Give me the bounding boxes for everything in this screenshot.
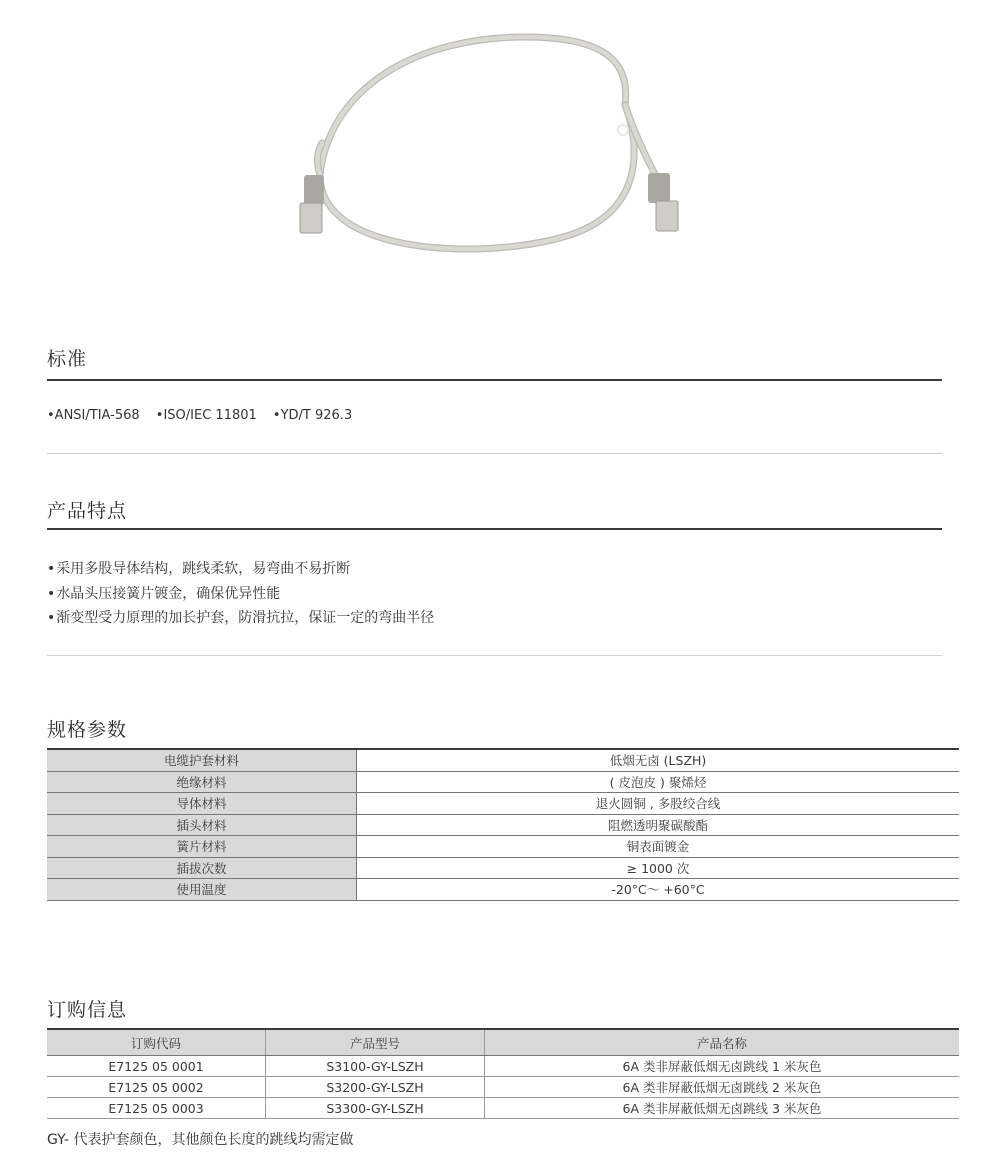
spec-value: ≥ 1000 次 [357, 857, 960, 879]
specs-table [47, 748, 959, 901]
product-model: S3300-GY-LSZH [266, 1098, 485, 1119]
product-model: S3200-GY-LSZH [266, 1077, 485, 1098]
spec-label: 簧片材料 [47, 836, 357, 858]
order-code: E7125 05 0001 [47, 1056, 266, 1077]
feature-item: • 渐变型受力原理的加长护套，防滑抗拉，保证一定的弯曲半径 [47, 606, 434, 631]
product-name: 6A 类非屏蔽低烟无卤跳线 3 米灰色 [485, 1098, 960, 1119]
product-name: 6A 类非屏蔽低烟无卤跳线 1 米灰色 [485, 1056, 960, 1077]
spec-value: 低烟无卤 (LSZH) [357, 749, 960, 771]
spec-label: 使用温度 [47, 879, 357, 901]
standards-divider [47, 379, 942, 381]
product-name: 6A 类非屏蔽低烟无卤跳线 2 米灰色 [485, 1077, 960, 1098]
standard-item: •ISO/IEC 11801 [155, 408, 257, 423]
spec-value: ( 皮泡皮 ) 聚烯烃 [357, 771, 960, 793]
standards-title: 标准 [47, 348, 88, 370]
patch-cable-image [290, 25, 690, 265]
spec-label: 绝缘材料 [47, 771, 357, 793]
features-title: 产品特点 [47, 500, 128, 522]
specs-title: 规格参数 [47, 719, 128, 741]
spec-label: 导体材料 [47, 793, 357, 815]
order-code: E7125 05 0003 [47, 1098, 266, 1119]
spec-label: 插头材料 [47, 814, 357, 836]
ordering-title: 订购信息 [47, 999, 128, 1021]
table-row [47, 749, 959, 771]
spec-value: -20°C～ +60°C [357, 879, 960, 901]
feature-item: • 水晶头压接簧片镀金，确保优异性能 [47, 582, 434, 607]
features-divider [47, 528, 942, 530]
spec-label: 电缆护套材料 [47, 749, 357, 771]
ordering-note: GY- 代表护套颜色，其他颜色长度的跳线均需定做 [47, 1132, 354, 1148]
column-header: 产品名称 [485, 1029, 960, 1056]
table-row [47, 1077, 959, 1098]
table-row [47, 793, 959, 815]
table-row [47, 879, 959, 901]
table-row [47, 1056, 959, 1077]
spec-value: 阻燃透明聚碳酸酯 [357, 814, 960, 836]
section-separator [47, 453, 942, 454]
table-row [47, 771, 959, 793]
features-list [47, 557, 434, 631]
order-code: E7125 05 0002 [47, 1077, 266, 1098]
table-row [47, 814, 959, 836]
spec-label: 插拔次数 [47, 857, 357, 879]
spec-value: 退火圆铜 , 多股绞合线 [357, 793, 960, 815]
column-header: 产品型号 [266, 1029, 485, 1056]
table-row [47, 1098, 959, 1119]
ordering-table [47, 1028, 959, 1119]
section-separator [47, 655, 942, 656]
standard-item: •ANSI/TIA-568 [47, 408, 140, 423]
feature-item: • 采用多股导体结构，跳线柔软，易弯曲不易折断 [47, 557, 434, 582]
spec-value: 铜表面镀金 [357, 836, 960, 858]
table-row [47, 857, 959, 879]
column-header: 订购代码 [47, 1029, 266, 1056]
product-model: S3100-GY-LSZH [266, 1056, 485, 1077]
table-header-row [47, 1029, 959, 1056]
standard-item: •YD/T 926.3 [272, 408, 353, 423]
standards-list [47, 408, 364, 423]
table-row [47, 836, 959, 858]
